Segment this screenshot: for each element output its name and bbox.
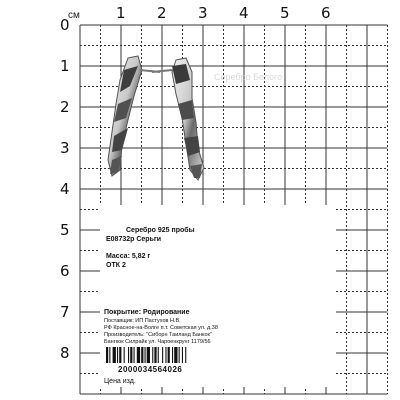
barcode-bar [113,347,116,363]
y-tick-label: 0 [60,16,70,34]
barcode-bar [106,347,108,363]
x-tick-label: 1 [116,4,126,22]
watermark-text: Серебро Белого [214,72,283,82]
barcode-bar [179,347,180,363]
barcode-bar [182,347,183,363]
barcode-bar [158,347,159,363]
y-tick-label: 2 [60,98,70,116]
barcode-bar [109,347,110,363]
label-small-2: РФ Красное-на-Волге п.т. Советская ул. д.38 [104,325,218,331]
barcode-bar [172,347,173,363]
x-tick-label: 6 [321,4,331,22]
barcode-bar [141,347,143,363]
barcode-bar [137,347,140,363]
label-coating: Покрытие: Родирование [104,309,190,316]
label-small-4: Бангкок Силрайк ул. Чароенкрунг 1179/56 [104,339,211,345]
x-tick-label: 5 [280,4,290,22]
barcode-bar [134,347,135,363]
label-small-1: Поставщик: ИП Пастухов Н.В. [104,318,181,324]
barcode-image [104,347,254,363]
barcode-bar [165,347,166,363]
y-tick-label: 5 [60,221,70,239]
barcode-bar [119,347,121,363]
barcode-bar [130,347,132,363]
y-tick-label: 1 [60,57,70,75]
y-tick-label: 8 [60,344,70,362]
barcode-bar [124,347,125,363]
label-line-1: Серебро 925 пробы [126,227,195,234]
price-tag-label [100,205,336,387]
y-tick-label: 3 [60,139,70,157]
x-tick-label: 3 [198,4,208,22]
barcode-bar [145,347,146,363]
x-tick-label: 2 [157,4,167,22]
barcode-number: 2000034564026 [118,365,183,374]
right-earring [152,58,204,180]
barcode-bar [117,347,118,363]
left-earring [108,56,160,176]
label-weight: Масса: 5,82 г [106,253,151,260]
y-tick-label: 7 [60,303,70,321]
barcode-bar [168,347,170,363]
label-otk: ОТК 2 [106,262,126,269]
label-price: Цена изд. [104,378,136,385]
barcode-bar [152,347,153,363]
barcode-bar [185,347,186,363]
x-tick-label: 4 [239,4,249,22]
ruler-unit-label: см [68,10,80,21]
y-tick-label: 6 [60,262,70,280]
barcode-bar [174,347,177,363]
barcode-bar [128,347,129,363]
label-small-3: Производитель: "Сиборн Таиланд Банкок" [104,332,212,338]
barcode-bar [154,347,156,363]
label-line-2: Е08732р Серьги [106,236,162,243]
barcode-bar [147,347,150,363]
y-tick-label: 4 [60,180,70,198]
barcode-bar [162,347,163,363]
